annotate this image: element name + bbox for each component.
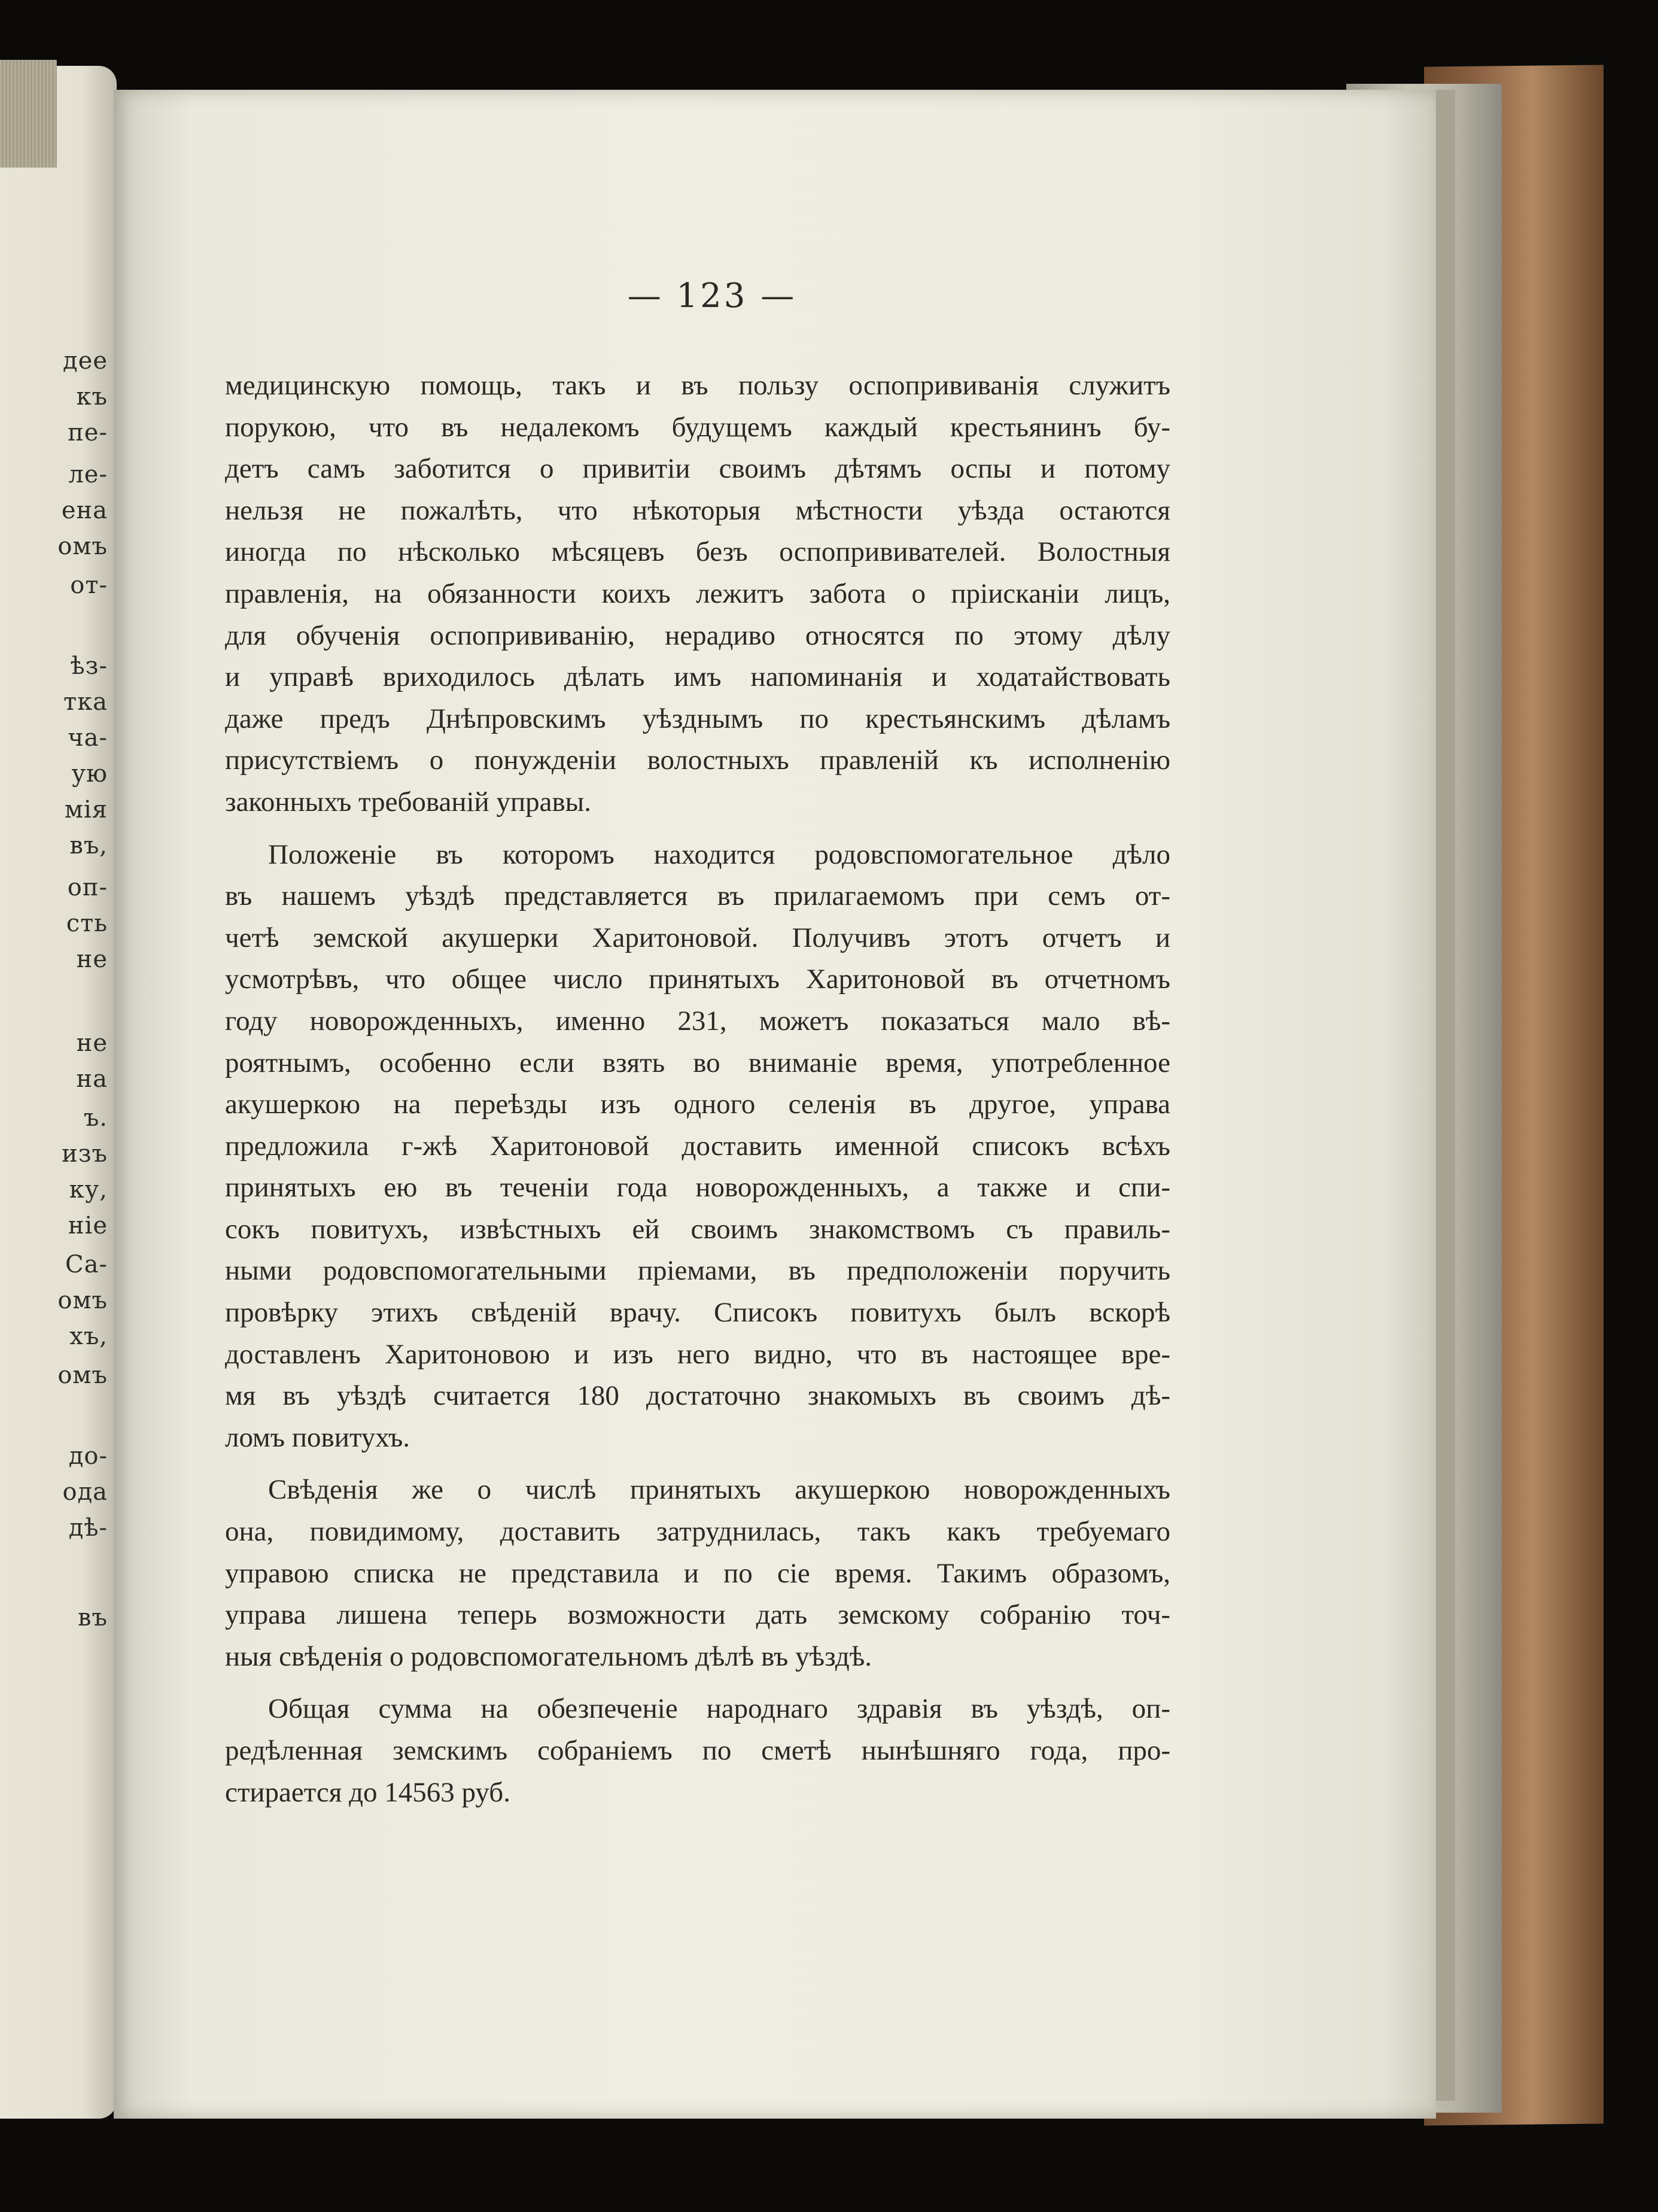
text-line: она, повидимому, доставить затруднилась, такъ какъ требуемаго	[225, 1516, 1170, 1548]
left-page-fragment: къ	[76, 383, 108, 411]
text-line: ныя свѣденія о родовспомогательномъ дѣлѣ въ уѣздѣ.	[225, 1640, 872, 1672]
text-line: редѣленная земскимъ собраніемъ по сметѣ нынѣшняго года, про-	[225, 1735, 1170, 1766]
text-line: нельзя не пожалѣть, что нѣкоторыя мѣстности уѣзда остаются	[225, 494, 1170, 526]
paragraph	[225, 1469, 1170, 1678]
left-page-fragment: мія	[64, 796, 108, 824]
text-line: предложила г-жѣ Харитоновой доставить именной списокъ всѣхъ	[225, 1130, 1170, 1162]
left-page-fragment: ую	[71, 760, 108, 788]
text-line: стирается до 14563 руб.	[225, 1776, 510, 1808]
left-page-fragment: омъ	[57, 533, 108, 560]
left-page-fragment: ъ.	[83, 1104, 108, 1132]
left-page-fragment: ніе	[68, 1212, 108, 1239]
text-line: роятнымъ, особенно если взять во вниманіе время, употребленное	[225, 1047, 1170, 1078]
paragraph-gap	[225, 1678, 1170, 1688]
left-page-fragment: хъ,	[69, 1323, 108, 1350]
left-page-fragment: на	[76, 1065, 108, 1093]
text-line: четѣ земской акушерки Харитоновой. Получивъ этотъ отчетъ и	[225, 922, 1170, 953]
text-line: ными родовспомогательными пріемами, въ предположеніи поручить	[225, 1255, 1170, 1287]
paragraph-gap	[225, 1459, 1170, 1469]
left-page-fragment: ода	[62, 1478, 108, 1506]
paragraph	[225, 1688, 1170, 1813]
left-page-fragment: омъ	[57, 1287, 108, 1314]
text-line: управа лишена теперь возможности дать земскому собранію точ-	[225, 1599, 1170, 1631]
left-page-fragment: не	[76, 1029, 108, 1057]
left-page-fragment: ле-	[68, 461, 108, 488]
text-line: даже предъ Днѣпровскимъ уѣзднымъ по крестьянскимъ дѣламъ	[225, 703, 1170, 734]
page-body	[225, 365, 1170, 1813]
text-line: порукою, что въ недалекомъ будущемъ каждый крестьянинъ бу-	[225, 411, 1170, 443]
left-page-fragment: дее	[63, 347, 108, 375]
page-number: — 123 —	[627, 276, 797, 315]
left-page-fragment: от-	[70, 572, 108, 599]
text-line: принятыхъ ею въ теченіи года новорожденныхъ, а также и спи-	[225, 1172, 1170, 1204]
left-page-fragment: ѣз-	[70, 652, 108, 680]
text-line: году новорожденныхъ, именно 231, можетъ показаться мало вѣ-	[225, 1005, 1170, 1037]
text-line: иногда по нѣсколько мѣсяцевъ безъ оспопрививателей. Волостныя	[225, 536, 1170, 568]
paragraph	[225, 365, 1170, 824]
paragraph-gap	[225, 824, 1170, 834]
left-page-fragment: тка	[63, 688, 108, 716]
text-line: Положеніе въ которомъ находится родовспомогательное дѣло	[268, 838, 1170, 870]
left-page-fragment: пе-	[68, 419, 108, 446]
text-line: акушеркою на переѣзды изъ одного селенія въ другое, управа	[225, 1089, 1170, 1120]
text-line: присутствіемъ о понужденіи волостныхъ правленій къ исполненію	[225, 745, 1170, 776]
left-page-fragment: дѣ-	[68, 1514, 108, 1542]
text-line: ломъ повитухъ.	[225, 1421, 410, 1453]
text-line: детъ самъ заботится о привитіи своимъ дѣтямъ оспы и потому	[225, 453, 1170, 485]
text-line: правленія, на обязанности коихъ лежитъ забота о пріисканіи лицъ,	[225, 578, 1170, 609]
text-line: мя въ уѣздѣ считается 180 достаточно знакомыхъ въ своимъ дѣ-	[225, 1380, 1170, 1412]
left-page-fragment: ча-	[68, 724, 108, 752]
left-page-fragment: ку,	[69, 1176, 108, 1204]
left-page-fragment: Са-	[65, 1251, 108, 1278]
text-line: управою списка не представила и по сіе время. Такимъ образомъ,	[225, 1557, 1170, 1589]
text-line: въ нашемъ уѣздѣ представляется въ прилагаемомъ при семъ от-	[225, 880, 1170, 912]
text-line: Свѣденія же о числѣ принятыхъ акушеркою новорожденныхъ	[268, 1474, 1170, 1506]
text-line: для обученія оспопрививанію, нерадиво относятся по этому дѣлу	[225, 619, 1170, 651]
left-page-fragment: изъ	[62, 1140, 108, 1168]
left-page-fragment: сть	[66, 910, 108, 937]
text-line: доставленъ Харитоновою и изъ него видно, что въ настоящее вре-	[225, 1338, 1170, 1370]
left-page-fragment: въ,	[69, 832, 108, 859]
text-line: усмотрѣвъ, что общее число принятыхъ Харитоновой въ отчетномъ	[225, 964, 1170, 995]
text-line: медицинскую помощь, такъ и въ пользу оспопрививанія служитъ	[225, 370, 1170, 401]
text-line: законныхъ требованій управы.	[225, 786, 591, 818]
left-page-fragment: до-	[68, 1442, 108, 1470]
left-page-fragment: ена	[61, 497, 108, 524]
left-page-fragment: оп-	[67, 874, 108, 901]
left-page-fragment: омъ	[57, 1362, 108, 1389]
left-page-fragment: въ	[78, 1604, 108, 1631]
text-line: сокъ повитухъ, извѣстныхъ ей своимъ знакомствомъ съ правиль-	[225, 1213, 1170, 1245]
left-page-fragment: не	[76, 946, 108, 973]
text-line: провѣрку этихъ свѣденій врачу. Списокъ повитухъ былъ вскорѣ	[225, 1297, 1170, 1329]
paragraph	[225, 834, 1170, 1459]
text-line: и управѣ вриходилось дѣлать имъ напоминанія и ходатайствовать	[225, 661, 1170, 693]
left-page-text	[0, 0, 117, 2212]
text-line: Общая сумма на обезпеченіе народнаго здравія въ уѣздѣ, оп-	[268, 1693, 1170, 1725]
